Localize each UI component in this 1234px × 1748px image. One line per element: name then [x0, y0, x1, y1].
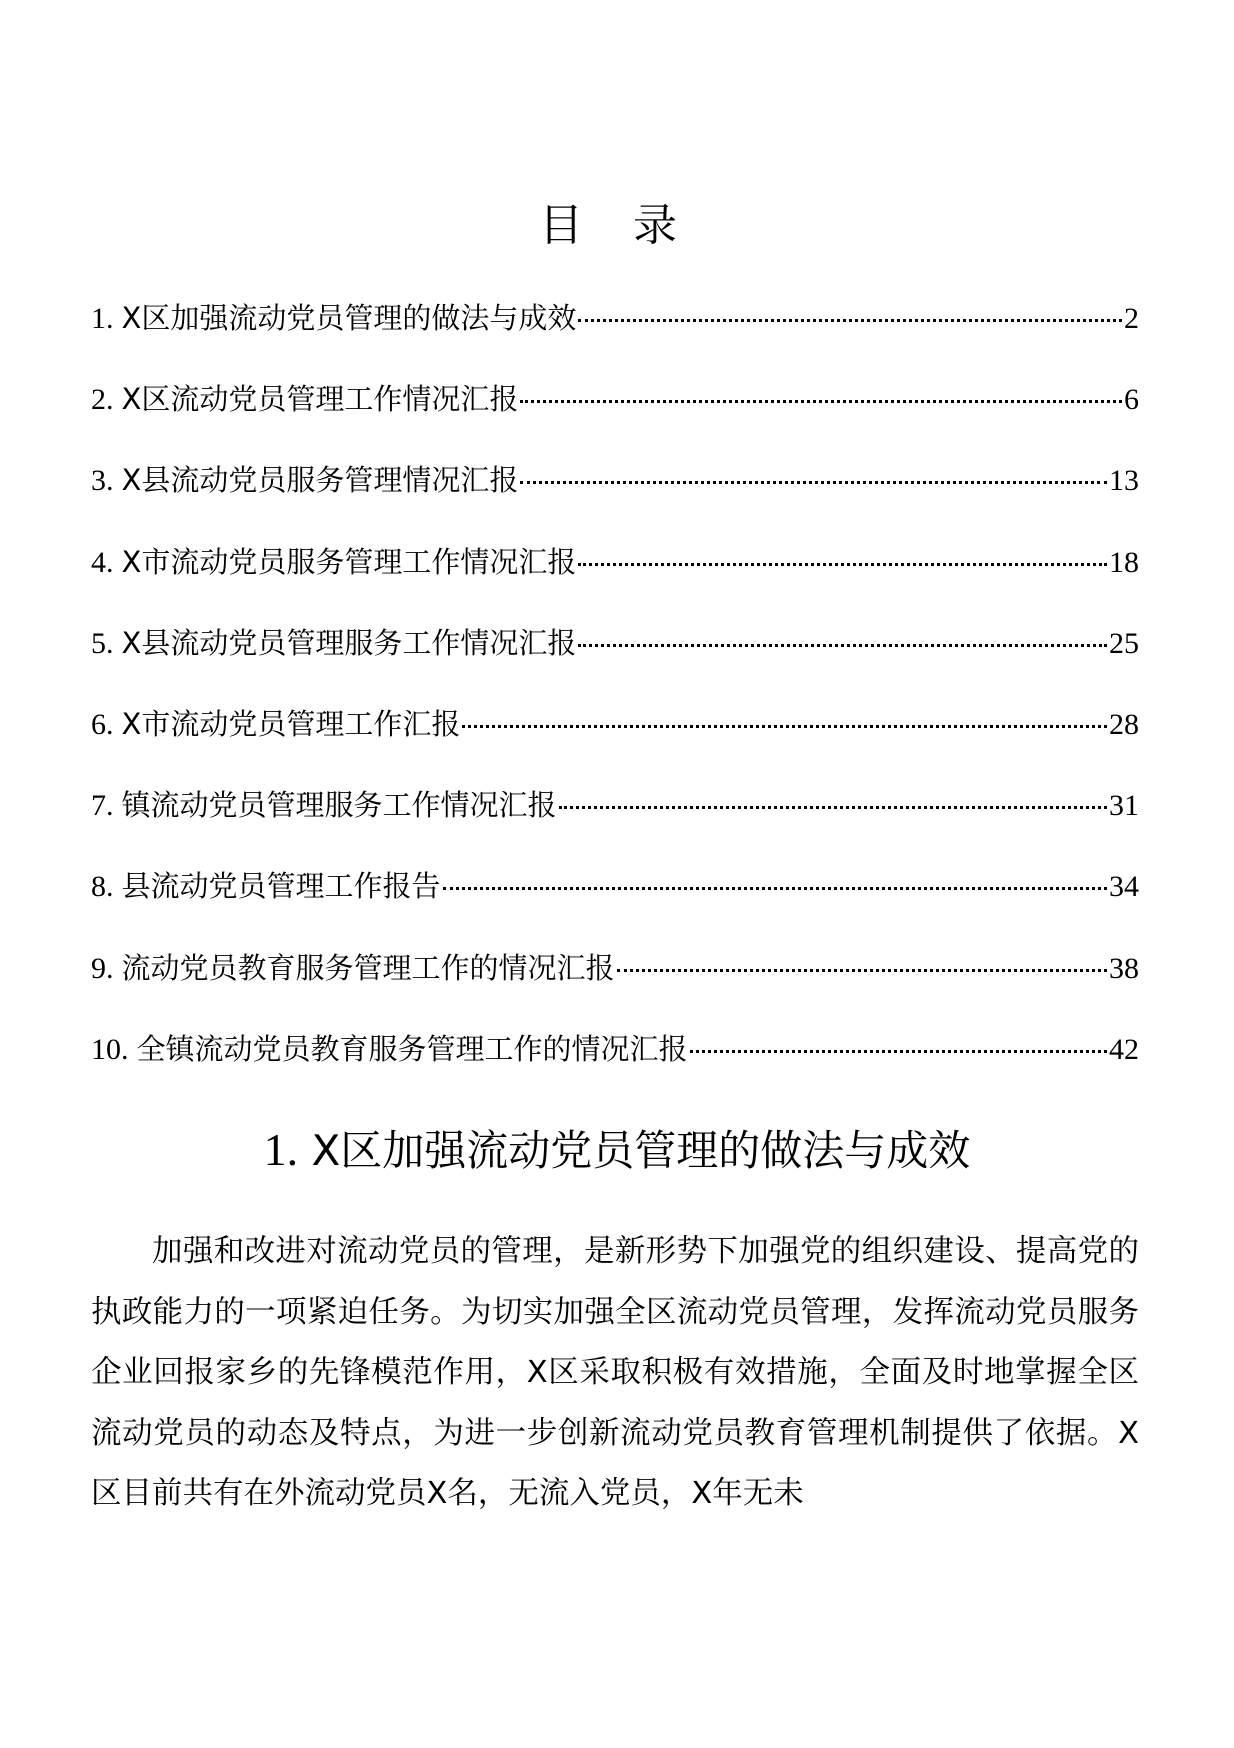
toc-entry-title: 全镇流动党员教育服务管理工作的情况汇报	[136, 1031, 688, 1066]
toc-leader-dots	[690, 1049, 1107, 1053]
toc-entry-number: 10.	[91, 1032, 129, 1066]
toc-entry-page: 28	[1109, 707, 1139, 741]
toc-entry-title: X县流动党员管理服务工作情况汇报	[121, 625, 577, 660]
toc-entry-number: 8.	[91, 870, 114, 904]
section-heading	[0, 1120, 1234, 1181]
toc-title: 目 录	[539, 200, 695, 251]
toc-entry-title: X市流动党员管理工作汇报	[121, 706, 461, 741]
toc-entry[interactable]	[91, 862, 1139, 910]
toc-leader-dots	[578, 562, 1107, 566]
toc-entry-title: 县流动党员管理工作报告	[121, 869, 441, 904]
toc-entry-page: 25	[1109, 626, 1139, 660]
section-title: X区加强流动党员管理的做法与成效	[311, 1126, 971, 1175]
toc-entry-page: 2	[1124, 302, 1139, 335]
toc-entry[interactable]	[91, 456, 1139, 504]
toc-entry-number: 2.	[91, 383, 114, 417]
toc-entry-title: 流动党员教育服务管理工作的情况汇报	[121, 950, 615, 985]
toc-entry-title: X县流动党员服务管理情况汇报	[121, 463, 519, 498]
toc-leader-dots	[578, 318, 1122, 322]
toc-entry-page: 31	[1109, 789, 1139, 823]
toc-entry[interactable]	[91, 781, 1139, 829]
toc-leader-dots	[520, 480, 1107, 484]
toc-entry-title: X区流动党员管理工作情况汇报	[121, 382, 519, 417]
toc-entry-number: 4.	[91, 545, 114, 579]
toc-entry-number: 9.	[91, 951, 114, 985]
toc-entry-title: 镇流动党员管理服务工作情况汇报	[121, 788, 557, 823]
toc-leader-dots	[443, 886, 1107, 890]
toc-entry[interactable]	[91, 538, 1139, 586]
toc-leader-dots	[462, 724, 1107, 728]
toc-entry-page: 6	[1124, 383, 1139, 417]
section-number: 1.	[263, 1124, 299, 1175]
toc-entry-number: 5.	[91, 626, 114, 660]
toc-entry-number: 1.	[91, 302, 114, 335]
toc-entry-number: 3.	[91, 464, 114, 498]
toc-entry[interactable]	[91, 1025, 1139, 1073]
toc-entry[interactable]	[91, 700, 1139, 748]
toc-entry-page: 18	[1109, 545, 1139, 579]
toc-entry-number: 6.	[91, 707, 114, 741]
toc-entry-number: 7.	[91, 789, 114, 823]
toc-list	[91, 294, 1139, 1106]
toc-entry[interactable]	[91, 619, 1139, 667]
toc-leader-dots	[578, 643, 1107, 647]
toc-leader-dots	[617, 968, 1107, 972]
toc-entry-page: 42	[1109, 1032, 1139, 1066]
toc-entry-page: 34	[1109, 870, 1139, 904]
toc-leader-dots	[520, 399, 1122, 403]
toc-entry[interactable]	[91, 944, 1139, 992]
toc-entry[interactable]	[91, 294, 1139, 342]
toc-leader-dots	[559, 805, 1107, 809]
toc-entry-page: 13	[1109, 464, 1139, 498]
toc-entry[interactable]	[91, 375, 1139, 423]
toc-entry-title: X市流动党员服务管理工作情况汇报	[121, 544, 577, 579]
toc-entry-page: 38	[1109, 951, 1139, 985]
body-paragraph: 加强和改进对流动党员的管理，是新形势下加强党的组织建设、提高党的执政能力的一项紧迫任务。为切实加强全区流动党员管理，发挥流动党员服务企业回报家乡的先锋模范作用，X区采取积极有效措施，全面及时地掌握全区流动党员的动态及特点，为进一步创新流动党员教育管理机制提供了依据。X区目前共有在外流动党员X名，无流入党员，X年无未	[91, 1234, 1139, 1511]
toc-entry-title: X区加强流动党员管理的做法与成效	[121, 301, 577, 335]
